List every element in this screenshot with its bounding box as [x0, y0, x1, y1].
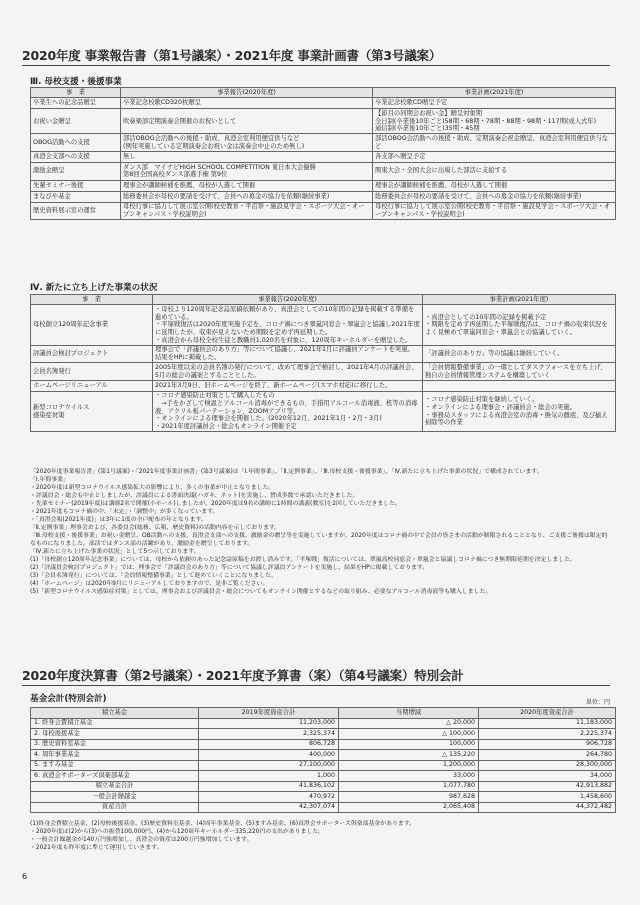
- table-row: [31, 792, 616, 803]
- table-row: [31, 163, 616, 181]
- table-cell: 27,100,000: [199, 760, 339, 771]
- support-table: [30, 87, 616, 220]
- header-cell: 事業計画(2021年度): [373, 88, 616, 98]
- table-row: [31, 191, 616, 202]
- table-cell: 11,183,000: [479, 718, 616, 729]
- fund-table: [30, 707, 616, 813]
- table-cell: 906,728: [479, 739, 616, 750]
- section2-rule: [22, 685, 610, 686]
- table-row: [31, 345, 616, 363]
- table-row: [31, 134, 616, 152]
- table-cell: 28,300,000: [479, 760, 616, 771]
- table-cell: 卒業生への記念品贈呈: [31, 98, 121, 109]
- header-cell: 事業計画(2021年度): [423, 295, 616, 305]
- table-cell: 100,000: [339, 739, 479, 750]
- table-row: [31, 739, 616, 750]
- table-cell: 806,728: [199, 739, 339, 750]
- table-cell: 評議員会検討プロジェクト: [31, 345, 153, 363]
- table-cell: 470,972: [199, 792, 339, 803]
- table-cell: 2021年3月9日、旧ホームページを終了、新ホームページ(スマホ対応)に移行した。: [153, 380, 423, 391]
- table-cell: 1,077,780: [339, 781, 479, 792]
- table-cell: 卒業記念校歌CD贈呈予定: [373, 98, 616, 109]
- header-cell: 2019年度資産合計: [199, 708, 339, 719]
- table-cell: 理事会で「評議員会のあり方」等について協議し、2021年1月に評議員アンケートを実施。結果をHPに掲載した。: [153, 345, 423, 363]
- table-cell: [423, 380, 616, 391]
- table-cell: △ 100,000: [339, 729, 479, 740]
- table-cell: 「会員情報整備事業」の一環としてタスクフォースを立ち上げ、独自の会員情報管理システムを構築していく: [423, 363, 616, 381]
- table-cell: 総務委員会が母校の要請を受けて、会員への募金の協力を依頼(継続事業): [121, 191, 373, 202]
- table-row: [31, 760, 616, 771]
- table-cell: 【節目の同期会お祝い金】贈呈対象期 全日制(卒業後10年ごと)58期・68期・78期・88期・98期・117期(成人式年) 通信制(卒業後10年ごと)35期・45期: [373, 109, 616, 134]
- header-cell: 積立基金: [31, 708, 199, 719]
- table-cell: 理事会が講師候補を推薦、母校が人選して開催: [373, 180, 616, 191]
- table-cell: 理事会が講師候補を推薦、母校が人選して開催: [121, 180, 373, 191]
- header-cell: 当期増減: [339, 708, 479, 719]
- table-cell: 1,000: [199, 771, 339, 782]
- page-number: 6: [22, 872, 28, 881]
- table-cell: まなびや基金: [31, 191, 121, 202]
- sec3-title: Ⅲ. 母校支援・後援事業: [30, 77, 122, 87]
- table-cell: 264,780: [479, 750, 616, 761]
- table-cell: 母校行事に協力して展示室公開(校史教育・平沼祭・施設見学会・スポーツ大会・オープンキャンパス・学校説明会): [121, 202, 373, 220]
- table-cell: お祝い金贈呈: [31, 109, 121, 134]
- table-cell: 「評議員会のあり方」等の協議は継続していく。: [423, 345, 616, 363]
- table-row: [31, 380, 616, 391]
- table-cell: 42,913,882: [479, 781, 616, 792]
- unit-label: 単位：円: [585, 699, 610, 706]
- table-cell: 吹奏楽部定期演奏会開催のお祝いとして: [121, 109, 373, 134]
- table-cell: ダンス部 マイナビHIGH SCHOOL COMPETITION 東日本大会優勝 第8回全国高校ダンス部選手権 第9位: [121, 163, 373, 181]
- table-row: [31, 363, 616, 381]
- header-cell: 事 業: [31, 295, 153, 305]
- table-cell: 1,458,600: [479, 792, 616, 803]
- fund-title: 基金会計(特別会計): [30, 694, 107, 704]
- table-cell: 3. 歴史資料室基金: [31, 739, 199, 750]
- table-cell: 11,203,000: [199, 718, 339, 729]
- table-cell: ・コロナ感染防止対策として購入したもの →手をかざして検温とアルコール消毒ができるもの、手指用アルコール消毒液、机等の消毒液、アクリル板パーテーション、ZOOMアプリ等。 ・オンラインによる理事会を開催した。(2020年12月、2021年1月・2月・3月) ・2021年度評議員会・総会もオンライン開催予定: [153, 391, 423, 432]
- table-cell: 新型コロナウイルス 感染症対策: [31, 391, 153, 432]
- table-cell: 1. 終身会費積立基金: [31, 718, 199, 729]
- table-row: [31, 98, 616, 109]
- table-row: [31, 729, 616, 740]
- table-row: [31, 180, 616, 191]
- table-cell: 卒業記念校歌CD320枚贈呈: [121, 98, 373, 109]
- table-cell: 987,628: [339, 792, 479, 803]
- table-cell: 激励金贈呈: [31, 163, 121, 181]
- table-cell: 無し: [121, 152, 373, 163]
- table-cell: 関東大会・全国大会に出場した部活に支給する: [373, 163, 616, 181]
- table-cell: 先輩セミナー後援: [31, 180, 121, 191]
- table-row: [31, 391, 616, 432]
- table-cell: 2. 母校後援基金: [31, 729, 199, 740]
- table-cell: 2005年度以来の会員名簿の発行について、改めて理事会で検討し、2021年4月の評議員会、5月の総会の議案とすることとした。: [153, 363, 423, 381]
- table-cell: ホームページリニューアル: [31, 380, 153, 391]
- table-cell: 4. 周年事業基金: [31, 750, 199, 761]
- header-cell: 事業報告(2020年度): [153, 295, 423, 305]
- table-cell: 母校行事に協力して展示室公開(校史教育・平沼祭・施設見学会・スポーツ大会・オープンキャンパス・学校説明会): [373, 202, 616, 220]
- table-row: [31, 750, 616, 761]
- table-cell: △ 135,220: [339, 750, 479, 761]
- table-row: [31, 202, 616, 220]
- new-projects-table: [30, 294, 616, 432]
- table-cell: ・真澄会としての10年間の記録を掲載予定 ・期限を定めず再延期した平塚戦復活は、コロナ禍の収束状況をよく見極めて翠嵐同窓会・翠嵐会との協議していく。: [423, 305, 616, 346]
- section1-rule: [22, 65, 610, 66]
- table-cell: 部活OBOG会活動への後援・助成、真澄会室利用便宜供与など (例年実施している定期演奏会お祝い金は演奏会中止のため無し): [121, 134, 373, 152]
- table-cell: 2,225,374: [479, 729, 616, 740]
- table-row: [31, 781, 616, 792]
- notes-section1: 「2020年度事業報告書」(第1号議案)・「2021年度事業計画書」(第3号議案)は「Ⅰ.年間事業」、「Ⅱ.定例事業」、「Ⅲ.母校支援・後援事業」、「Ⅳ.新たに立ち上げた事業の状況」で構成されています。 「Ⅰ.年間事業」 ・2020年度は新型コロナウイルス感染拡大の影響により、多くの事業が中止となりました。 ・評議員会・総会も中止としましたが、評議員による書面決議(ハガキ、ネット)を実施し、賛成多数で承認いただきました。 ・先輩セミナー(2019年度)は講師2名で開催(小ホール)しましたが、2020年度は9名の講師に1時間の講義(教室)を2回していただきました。 ・2021年度もコロナ禍の中、「未定」・「調整中」が多くなっています。 ・「真澄会報(2021年度)」は3年に1度の全戸配布の年となります。 「Ⅱ.定例事業」理事会および、各委員会(総務、広報、歴史資料)の活動内容を示しております。 「Ⅲ.母校支援・後援事業」お祝い金贈呈、OB活動への支援、真澄会支部への支援、激励金の贈呈等を実施していますが、2020年度はコロナ禍の中で会員の皆さまの活動が制限されることとなり、ご支援ご後援は限定的なものになりました。部活ではダンス部の活躍があり、激励金を贈呈しております。 「Ⅳ.新たに立ち上げた事業の状況」として5つ示しております。 (1)「母校創立120周年記念事業」については、母校から依頼のあった記念誌原稿をお渡し済みです。「平塚戦」復活については、翠嵐高校同窓会・翠嵐会と協議しコロナ禍につき無期限延期を決定しました。 (2)「評議員会検討プロジェクト」では、理事会で「評議員会のあり方」等について協議し評議員アンケートを実施し、結果をHPに掲載しております。 (3)「会員名簿発行」については、「会員情報整備事業」として進めていくことになりました。 (4)「ホームページ」は2020年9月にリニューアルしておりますので、是非ご覧ください。 (5)「新型コロナウイルス感染症対策」としては、理事会および評議員会・総会についてもオンライン開催とするなどの取り組み、必要なアルコール消毒液等も購入しました。: [30, 469, 608, 595]
- table-cell: 各支部へ贈呈予定: [373, 152, 616, 163]
- table-cell: 34,000: [479, 771, 616, 782]
- table-cell: 総務委員会が母校の要請を受けて、会員への募金の協力を依頼(継続事業): [373, 191, 616, 202]
- table-cell: 41,836,102: [199, 781, 339, 792]
- table-cell: 5. ますみ基金: [31, 760, 199, 771]
- header-cell: 事 業: [31, 88, 121, 98]
- table-cell: 部活OBOG会活動への後援・助成、定期演奏会祝金贈呈、真澄会室利用便宜供与など: [373, 134, 616, 152]
- table-cell: 42,307,074: [199, 802, 339, 813]
- table-cell: ・母校より120周年記念誌原稿依頼があり、真澄会としての10年間の記録を掲載する準備を進めている。 ・平塚戦復活は2020年度実施予定を、コロナ禍につき翠嵐同窓会・翠嵐会と協議し2021年度に延期したが、収束が見えないため期限を定めず再延期した。 ・真澄会から母校全校生徒と教職員1,020名を対象に、120周年キーホルダーを贈呈した。: [153, 305, 423, 346]
- table-row: [31, 718, 616, 729]
- table-row: [31, 802, 616, 813]
- table-cell: 1,200,000: [339, 760, 479, 771]
- table-row: [31, 152, 616, 163]
- table-cell: 会員名簿発行: [31, 363, 153, 381]
- section1-title: 2020年度 事業報告書（第1号議案）・2021年度 事業計画書（第3号議案）: [22, 48, 442, 63]
- table-cell: ・コロナ感染防止対策を継続していく。 ・オンラインによる理事会・評議員会・総会の実施。 ・事務局スタッフによる真澄会室の消毒・換気の徹底、及び揃え掃除等の作業: [423, 391, 616, 432]
- table-cell: OBOG活動への支援: [31, 134, 121, 152]
- table-cell: 資産合計: [31, 802, 199, 813]
- table-cell: 積立基金合計: [31, 781, 199, 792]
- table-cell: 歴史資料展示室の運営: [31, 202, 121, 220]
- table-cell: 母校創立120周年記念事業: [31, 305, 153, 346]
- table-cell: 一般会計繰越金: [31, 792, 199, 803]
- table-cell: 400,000: [199, 750, 339, 761]
- table-cell: △ 20,000: [339, 718, 479, 729]
- table-row: [31, 771, 616, 782]
- sec4-title: Ⅳ. 新たに立ち上げた事業の状況: [30, 283, 158, 293]
- table-cell: 44,372,482: [479, 802, 616, 813]
- table-cell: 真澄会支部への支援: [31, 152, 121, 163]
- table-cell: 2,325,374: [199, 729, 339, 740]
- table-row: [31, 109, 616, 134]
- table-cell: 33,000: [339, 771, 479, 782]
- table-cell: 2,065,408: [339, 802, 479, 813]
- header-cell: 2020年度資産合計: [479, 708, 616, 719]
- table-row: [31, 305, 616, 346]
- table-cell: 6. 真澄会サポーターズ倶楽部基金: [31, 771, 199, 782]
- notes-section2: (1)終身会費積立基金、(2)母校後援基金、(3)歴史資料室基金、(4)周年事業基金、(5)ますみ基金、(6)真澄会サポーターズ倶楽部基金があります。 ・2020年度は(2)から(3)への振替100,000円、(4)から120周年キーホルダー335,220円の支出がありました。 ・一般会計繰越金が140万円強増加し、真澄会の資産は200万円強増加しています。 ・2021年度も昨年度に準じて運用していきます。: [30, 821, 416, 851]
- header-cell: 事業報告(2020年度): [121, 88, 373, 98]
- section2-title: 2020年度決算書（第2号議案）・2021年度予算書（案）（第4号議案）特別会計: [22, 668, 464, 683]
